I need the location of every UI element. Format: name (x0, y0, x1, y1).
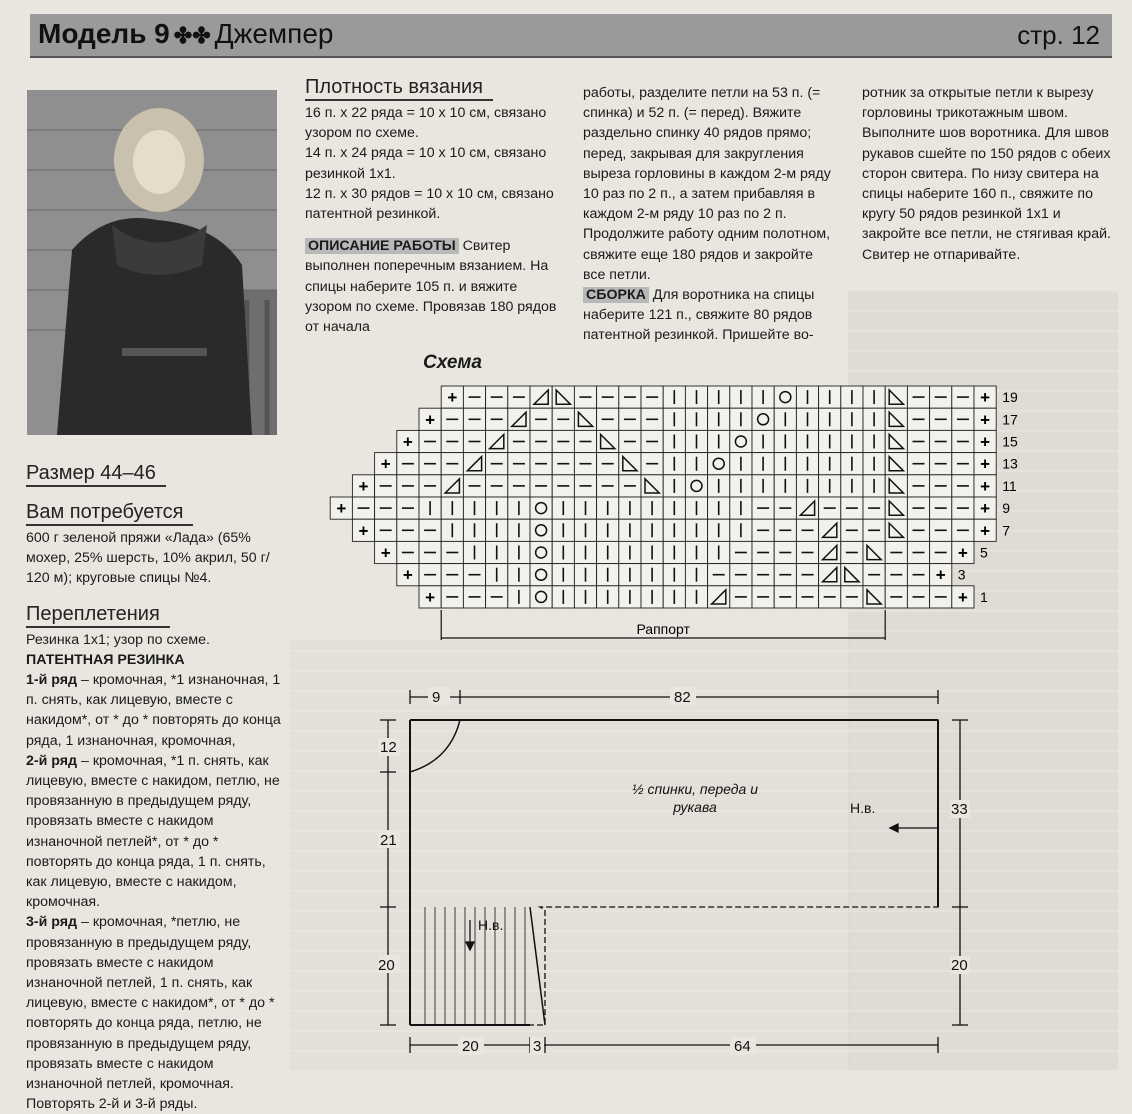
repeat-label: Раппорт (636, 621, 690, 637)
row-number-label: 9 (1002, 500, 1010, 517)
page-number: стр. 12 (1017, 20, 1100, 50)
dim-bottom-64: 64 (734, 1038, 751, 1055)
edge-stitch-symbol: + (957, 543, 968, 563)
edge-stitch-symbol: + (980, 476, 991, 496)
row-number-label: 17 (1002, 411, 1018, 428)
page-header (30, 14, 1112, 58)
nv-bottom-label: Н.в. (478, 917, 504, 933)
row-3-instruction: 3-й ряд – кромочная, *петлю, не провязанную в предыдущем ряду, провязать вместе с накидом изнаночной петлей, 1 п. снять, как лицевую, вместе с накидом*, от * до * повторять до конца ряда, петлю, не провязанную в предыдущем ряду, провязать вместе с накидом изнаночной петлей, кромочная. Повторять 2-й и 3-й ряды. (26, 914, 275, 1113)
dim-left-20: 20 (378, 957, 395, 974)
edge-stitch-symbol: + (380, 543, 391, 563)
work-continued-column (583, 83, 838, 346)
dim-bottom-20: 20 (462, 1038, 479, 1055)
edge-stitch-symbol: + (957, 587, 968, 607)
edge-stitch-symbol: + (425, 410, 436, 430)
dim-left-21: 21 (380, 832, 397, 849)
row-number-label: 7 (1002, 522, 1010, 539)
garment-pattern (370, 680, 970, 1070)
edge-stitch-symbol: + (402, 432, 413, 452)
dim-top-left: 9 (432, 689, 441, 706)
weaves-text: Резинка 1х1; узор по схеме. (26, 631, 210, 648)
edge-stitch-symbol: + (980, 410, 991, 430)
dim-left-12: 12 (380, 739, 397, 756)
row-number-label: 15 (1002, 433, 1018, 450)
edge-stitch-symbol: + (980, 432, 991, 452)
chart-cell (530, 497, 552, 519)
chart-cell (530, 519, 552, 541)
dim-right-20: 20 (951, 957, 968, 974)
row-2-instruction: 2-й ряд – кромочная, *1 п. снять, как лицевую, вместе с накидом, петлю, не провязанную в предыдущем ряду, провязать вместе с накидом изнаночной петлей*, от * до * повторять до конца ряда, 1 п. снять, как лицевую, вместе с накидом, кромочная. (26, 752, 280, 911)
row-number-label: 19 (1002, 389, 1018, 406)
assembly-continued-text: ротник за открытые петли к вырезу горловины трикотажным швом. Выполните шов воротника. Для швов рукавов сшейте по 150 рядов с обеих сторон свитера. По низу свитера на спицы наберите 160 п., свяжите по кругу 50 рядов резинкой 1х1 и закройте все петли, не стягивая край. Свитер не отпаривайте. (862, 85, 1111, 263)
dim-top-right: 82 (674, 689, 691, 706)
size-title: Размер 44–46 (26, 462, 166, 487)
work-description: ОПИСАНИЕ РАБОТЫ Свитер выполнен поперечным вязанием. На спицы наберите 105 п. и вяжите узором по схеме. Провязав 180 рядов от начала (305, 238, 557, 336)
density-1: 16 п. х 22 ряда = 10 х 10 см, связано узором по схеме. (305, 105, 547, 142)
edge-stitch-symbol: + (358, 521, 369, 541)
work-continued-text: работы, разделите петли на 53 п. (= спинка) и 52 п. (= перед). Вяжите раздельно спинку 40 рядов прямо; перед, закрывая для закругления выреза горловины в каждом 2-м ряду 10 раз по 2 п., а затем прибавляя в каждом 2-м ряду 10 раз по 2 п. Продолжите работу одним полотном, свяжите еще 180 рядов и закройте все петли. (583, 85, 831, 283)
density-title: Плотность вязания (305, 76, 493, 101)
chart-cell (774, 386, 796, 408)
materials-title: Вам потребуется (26, 501, 193, 526)
chart-title: Схема (423, 352, 483, 373)
dim-bottom-3: 3 (533, 1038, 542, 1055)
edge-stitch-symbol: + (980, 499, 991, 519)
density-3: 12 п. х 30 рядов = 10 х 10 см, связано патентной резинкой. (305, 185, 554, 223)
chart-cell (752, 408, 774, 430)
ornament-icon: ✤✤ (173, 23, 211, 48)
edge-stitch-symbol: + (447, 388, 458, 408)
patent-title: ПАТЕНТНАЯ РЕЗИНКА (26, 651, 185, 668)
chart-cell (530, 586, 552, 608)
weaves-title: Переплетения (26, 603, 170, 628)
edge-stitch-symbol: + (425, 587, 436, 607)
chart-cell (685, 475, 707, 497)
row-1-instruction: 1-й ряд – кромочная, *1 изнаночная, 1 п. снять, как лицевую, вместе с накидом*, от * до * повторять до конца ряда, 1 изнаночная, кромочная, (26, 672, 281, 749)
model-title: Модель 9 ✤✤ Джемпер (38, 18, 334, 49)
assembly-continued-column (862, 83, 1120, 265)
edge-stitch-symbol: + (380, 454, 391, 474)
edge-stitch-symbol: + (980, 521, 991, 541)
chart-cell (730, 430, 752, 452)
nv-right-label: Н.в. (850, 800, 876, 816)
pattern-piece-label: ½ спинки, переда и рукава (631, 781, 759, 815)
row-number-label: 5 (980, 544, 988, 561)
edge-stitch-symbol: + (980, 388, 991, 408)
edge-stitch-symbol: + (402, 565, 413, 585)
row-number-label: 13 (1002, 455, 1018, 472)
knitting-chart (300, 380, 1040, 660)
chart-cell (530, 564, 552, 586)
density-column (305, 76, 560, 337)
row-number-label: 3 (957, 566, 966, 583)
row-number-label: 11 (1002, 477, 1017, 494)
row-number-label: 1 (980, 588, 988, 605)
edge-stitch-symbol: + (935, 565, 946, 585)
assembly-text: СБОРКА Для воротника на спицы наберите 121 п., свяжите 80 рядов патентной резинкой. Пришейте во- (583, 287, 815, 344)
materials-text: 600 г зеленой пряжи «Лада» (65% мохер, 25% шерсть, 10% акрил, 50 г/ 120 м); круговые спицы №4. (26, 530, 270, 587)
model-photo (27, 90, 277, 435)
left-column (26, 462, 282, 1114)
edge-stitch-symbol: + (336, 499, 347, 519)
chart-cell (530, 541, 552, 563)
density-2: 14 п. х 24 ряда = 10 х 10 см, связано резинкой 1х1. (305, 145, 547, 182)
edge-stitch-symbol: + (980, 454, 991, 474)
edge-stitch-symbol: + (358, 476, 369, 496)
chart-cell (708, 453, 730, 475)
dim-right-33: 33 (951, 801, 968, 818)
